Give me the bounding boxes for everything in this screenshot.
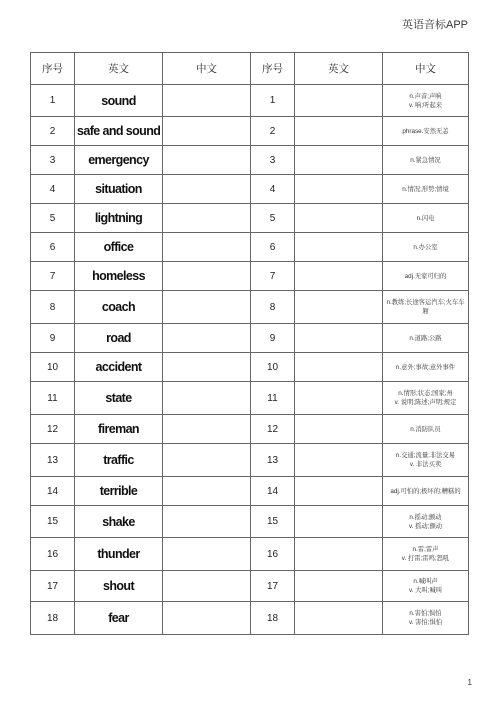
english-blank-cell xyxy=(295,204,383,233)
chinese-blank-cell xyxy=(163,382,251,415)
english-blank-cell xyxy=(295,415,383,444)
row-number-2: 15 xyxy=(251,506,295,538)
chinese-meaning xyxy=(383,538,469,571)
meaning-line: v. 说明;陈述;声明;规定 xyxy=(394,399,457,406)
chinese-meaning xyxy=(383,291,469,324)
header-chinese: 中文 xyxy=(163,53,251,85)
meaning-line: n.雷;雷声 xyxy=(412,546,439,553)
header-chinese-2: 中文 xyxy=(383,53,469,85)
chinese-blank-cell xyxy=(163,85,251,117)
meaning-line: n.意外;事故;意外事件 xyxy=(395,363,456,371)
meaning-line: v. 摇动;颤动 xyxy=(408,522,443,530)
chinese-meaning xyxy=(383,175,469,204)
meaning-line: 厢 xyxy=(422,308,429,315)
table-row xyxy=(31,477,469,506)
chinese-blank-cell xyxy=(163,538,251,571)
meaning-line: v. 非法买卖 xyxy=(409,461,442,468)
meaning-line: phrase.安然无恙 xyxy=(402,127,449,135)
app-title: 英语音标APP xyxy=(401,19,468,31)
english-word: shout xyxy=(75,571,163,602)
row-number-2: 5 xyxy=(251,204,295,233)
english-blank-cell xyxy=(295,117,383,146)
table-row xyxy=(31,204,469,233)
chinese-blank-cell xyxy=(163,233,251,262)
english-word: lightning xyxy=(75,204,163,233)
english-word: thunder xyxy=(75,538,163,571)
row-number-2: 10 xyxy=(251,353,295,382)
chinese-meaning xyxy=(383,571,469,602)
row-number-2: 4 xyxy=(251,175,295,204)
row-number-2: 12 xyxy=(251,415,295,444)
row-number: 16 xyxy=(31,538,75,571)
table-row xyxy=(31,353,469,382)
table-row xyxy=(31,175,469,204)
table-row xyxy=(31,85,469,117)
header-english-2: 英文 xyxy=(295,53,383,85)
chinese-blank-cell xyxy=(163,291,251,324)
meaning-line: v. 打雷;雷鸣;怒吼 xyxy=(401,555,450,562)
row-number: 14 xyxy=(31,477,75,506)
chinese-blank-cell xyxy=(163,477,251,506)
row-number: 10 xyxy=(31,353,75,382)
meaning-line: n.害怕;惧怕 xyxy=(409,610,442,617)
row-number: 8 xyxy=(31,291,75,324)
meaning-line: n.教练;长途客运汽车;火车车 xyxy=(386,299,465,306)
row-number: 7 xyxy=(31,262,75,291)
row-number-2: 2 xyxy=(251,117,295,146)
meaning-line: n.摇动;颤动 xyxy=(409,513,442,521)
english-blank-cell xyxy=(295,538,383,571)
chinese-blank-cell xyxy=(163,444,251,477)
chinese-blank-cell xyxy=(163,262,251,291)
meaning-line: n.道路;公路 xyxy=(409,334,442,342)
english-blank-cell xyxy=(295,85,383,117)
english-blank-cell xyxy=(295,146,383,175)
english-word: homeless xyxy=(75,262,163,291)
meaning-line: n.紧急情况 xyxy=(410,156,441,164)
row-number: 3 xyxy=(31,146,75,175)
english-word: sound xyxy=(75,85,163,117)
row-number: 9 xyxy=(31,324,75,353)
chinese-meaning xyxy=(383,85,469,117)
english-word: office xyxy=(75,233,163,262)
chinese-meaning xyxy=(383,444,469,477)
english-word: shake xyxy=(75,506,163,538)
english-blank-cell xyxy=(295,324,383,353)
english-blank-cell xyxy=(295,382,383,415)
english-blank-cell xyxy=(295,233,383,262)
chinese-blank-cell xyxy=(163,324,251,353)
chinese-blank-cell xyxy=(163,175,251,204)
chinese-meaning xyxy=(383,415,469,444)
meaning-line: n.情形;状态;国家;州 xyxy=(398,390,453,397)
row-number: 5 xyxy=(31,204,75,233)
chinese-blank-cell xyxy=(163,204,251,233)
chinese-meaning xyxy=(383,382,469,415)
table-body xyxy=(31,85,469,635)
chinese-meaning xyxy=(383,262,469,291)
english-blank-cell xyxy=(295,506,383,538)
chinese-meaning xyxy=(383,204,469,233)
english-word: accident xyxy=(75,353,163,382)
chinese-blank-cell xyxy=(163,117,251,146)
table-row xyxy=(31,602,469,635)
chinese-meaning xyxy=(383,324,469,353)
english-word: emergency xyxy=(75,146,163,175)
english-blank-cell xyxy=(295,444,383,477)
row-number-2: 11 xyxy=(251,382,295,415)
row-number-2: 16 xyxy=(251,538,295,571)
table-row xyxy=(31,291,469,324)
table-row xyxy=(31,146,469,175)
english-word: fear xyxy=(75,602,163,635)
english-blank-cell xyxy=(295,571,383,602)
meaning-line: v. 响;听起来 xyxy=(408,101,443,109)
english-blank-cell xyxy=(295,262,383,291)
header-english: 英文 xyxy=(75,53,163,85)
row-number: 13 xyxy=(31,444,75,477)
row-number-2: 7 xyxy=(251,262,295,291)
row-number: 6 xyxy=(31,233,75,262)
row-number: 12 xyxy=(31,415,75,444)
row-number-2: 14 xyxy=(251,477,295,506)
chinese-meaning xyxy=(383,602,469,635)
row-number-2: 9 xyxy=(251,324,295,353)
table-row xyxy=(31,382,469,415)
meaning-line: v. 害怕;惧怕 xyxy=(408,619,443,626)
chinese-blank-cell xyxy=(163,571,251,602)
table-row xyxy=(31,571,469,602)
row-number: 4 xyxy=(31,175,75,204)
header-seq-2: 序号 xyxy=(251,53,295,85)
chinese-meaning xyxy=(383,477,469,506)
english-word: fireman xyxy=(75,415,163,444)
row-number-2: 13 xyxy=(251,444,295,477)
meaning-line: n.交通;流量;非法交易 xyxy=(395,452,456,459)
row-number-2: 6 xyxy=(251,233,295,262)
chinese-blank-cell xyxy=(163,506,251,538)
chinese-meaning xyxy=(383,233,469,262)
chinese-blank-cell xyxy=(163,602,251,635)
chinese-blank-cell xyxy=(163,415,251,444)
english-blank-cell xyxy=(295,291,383,324)
row-number-2: 8 xyxy=(251,291,295,324)
table-row xyxy=(31,324,469,353)
chinese-meaning xyxy=(383,353,469,382)
table-row xyxy=(31,262,469,291)
row-number: 15 xyxy=(31,506,75,538)
header-seq: 序号 xyxy=(31,53,75,85)
row-number-2: 17 xyxy=(251,571,295,602)
english-blank-cell xyxy=(295,477,383,506)
meaning-line: v. 大叫;喊叫 xyxy=(408,587,443,594)
row-number-2: 1 xyxy=(251,85,295,117)
english-word: safe and sound xyxy=(75,117,163,146)
english-word: state xyxy=(75,382,163,415)
row-number: 2 xyxy=(31,117,75,146)
meaning-line: n.闪电 xyxy=(416,214,435,222)
table-row xyxy=(31,117,469,146)
meaning-line: n.消防队员 xyxy=(410,425,441,433)
table-header-row xyxy=(31,53,469,85)
english-blank-cell xyxy=(295,353,383,382)
meaning-line: n.声音;声响 xyxy=(409,92,442,100)
chinese-meaning xyxy=(383,146,469,175)
chinese-blank-cell xyxy=(163,146,251,175)
row-number-2: 18 xyxy=(251,602,295,635)
english-blank-cell xyxy=(295,602,383,635)
table-row xyxy=(31,506,469,538)
english-word: traffic xyxy=(75,444,163,477)
table-row xyxy=(31,444,469,477)
english-word: situation xyxy=(75,175,163,204)
english-blank-cell xyxy=(295,175,383,204)
chinese-blank-cell xyxy=(163,353,251,382)
row-number: 17 xyxy=(31,571,75,602)
english-word: coach xyxy=(75,291,163,324)
english-word: road xyxy=(75,324,163,353)
meaning-line: n.喊叫声 xyxy=(413,578,438,585)
meaning-line: adj.可怕的;极坏的;糟糕的 xyxy=(390,487,461,495)
english-word: terrible xyxy=(75,477,163,506)
table-row xyxy=(31,233,469,262)
page-number: 1 xyxy=(467,678,472,687)
chinese-meaning xyxy=(383,506,469,538)
table-row xyxy=(31,538,469,571)
table-row xyxy=(31,415,469,444)
row-number: 11 xyxy=(31,382,75,415)
meaning-line: adj.无家可归的 xyxy=(404,272,447,280)
vocabulary-table xyxy=(30,52,469,635)
meaning-line: n.情况;形势;情境 xyxy=(402,185,449,193)
row-number-2: 3 xyxy=(251,146,295,175)
row-number: 18 xyxy=(31,602,75,635)
row-number: 1 xyxy=(31,85,75,117)
chinese-meaning xyxy=(383,117,469,146)
meaning-line: n.办公室 xyxy=(413,243,438,251)
